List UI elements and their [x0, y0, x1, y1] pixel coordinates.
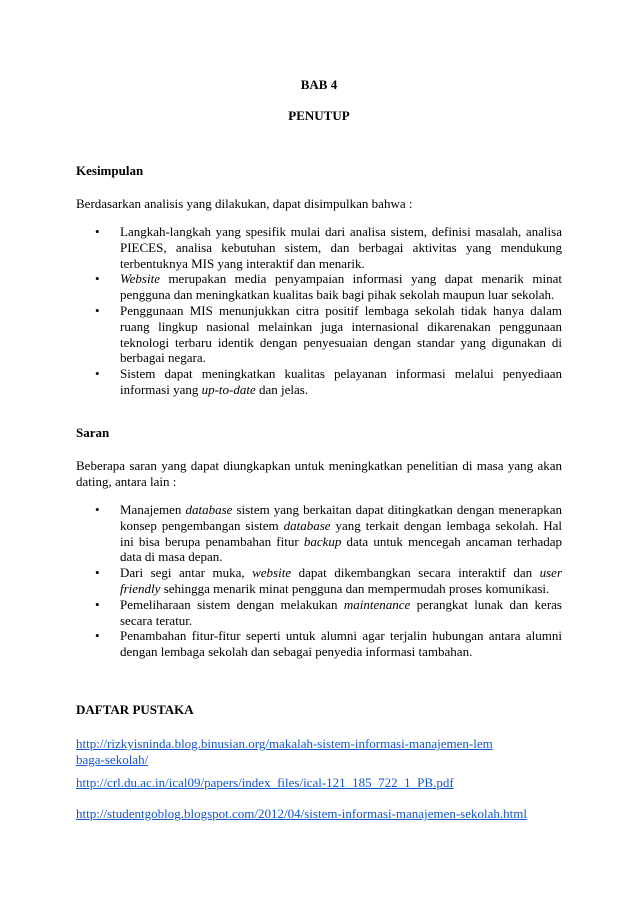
- bullet-icon: •: [95, 224, 100, 239]
- list-item: • Sistem dapat meningkatkan kualitas pelayanan informasi melalui penyediaan informasi yang up-to-date dan jelas.: [95, 366, 562, 397]
- list-item: • Dari segi antar muka, website dapat dikembangkan secara interaktif dan user friendly sehingga menarik minat pengguna dan mempermudah proses komunikasi.: [95, 565, 562, 596]
- reference-link-3[interactable]: http://studentgoblog.blogspot.com/2012/04/sistem-informasi-manajemen-sekolah.html: [76, 806, 527, 821]
- list-item: • Penambahan fitur-fitur seperti untuk alumni agar terjalin hubungan antara alumni dengan lembaga sekolah dan sebagai penyedia informasi tambahan.: [95, 628, 562, 660]
- bullet-icon: •: [95, 302, 100, 318]
- section-heading-saran: Saran: [76, 425, 110, 440]
- section-heading-kesimpulan: Kesimpulan: [76, 163, 144, 178]
- list-item: • Langkah-langkah yang spesifik mulai dari analisa sistem, definisi masalah, analisa PIECES, analisa kebutuhan sistem, dan berbagai aktivitas yang mendukung terbentuknya MIS yang interaktif dan menarik.: [95, 224, 562, 271]
- saran-list: [0, 502, 562, 660]
- saran-intro: Beberapa saran yang dapat diungkapkan untuk meningkatkan penelitian di masa yang akan dating, antara lain :: [76, 458, 562, 489]
- kesimpulan-list: [0, 224, 562, 398]
- bullet-icon: •: [95, 366, 100, 382]
- bullet-icon: •: [95, 502, 100, 517]
- reference-link-2[interactable]: http://crl.du.ac.in/ical09/papers/index_files/ical-121_185_722_1_PB.pdf: [76, 775, 454, 790]
- section-heading-daftar-pustaka: DAFTAR PUSTAKA: [76, 702, 194, 717]
- chapter-title: PENUTUP: [288, 108, 350, 123]
- bullet-icon: •: [95, 628, 100, 644]
- list-item: • Penggunaan MIS menunjukkan citra positif lembaga sekolah tidak hanya dalam ruang lingkup nasional melainkan juga internasional dikarenakan penggunaan teknologi terbaru identik dengan penyesuaian dengan standar yang digunakan di berbagai negara.: [95, 302, 562, 366]
- list-item: • Website merupakan media penyampaian informasi yang dapat menarik minat pengguna dan meningkatkan kualitas baik bagi pihak sekolah maupun luar sekolah.: [95, 271, 562, 303]
- list-item: • Pemeliharaan sistem dengan melakukan maintenance perangkat lunak dan keras secara teratur.: [95, 596, 562, 628]
- chapter-label: BAB 4: [300, 77, 338, 92]
- kesimpulan-intro: Berdasarkan analisis yang dilakukan, dapat disimpulkan bahwa :: [76, 196, 413, 211]
- bullet-icon: •: [95, 596, 100, 612]
- reference-link-1[interactable]: http://rizkyisninda.blog.binusian.org/makalah-sistem-informasi-manajemen-lembaga-sekolah/: [76, 736, 493, 767]
- bullet-icon: •: [95, 271, 100, 287]
- list-item: • Manajemen database sistem yang berkaitan dapat ditingkatkan dengan menerapkan konsep pengembangan sistem database yang terkait dengan lembaga sekolah. Hal ini bisa berupa penambahan fitur backup data untuk mencegah ancaman terhadap data di masa depan.: [95, 502, 563, 565]
- bullet-icon: •: [95, 565, 100, 581]
